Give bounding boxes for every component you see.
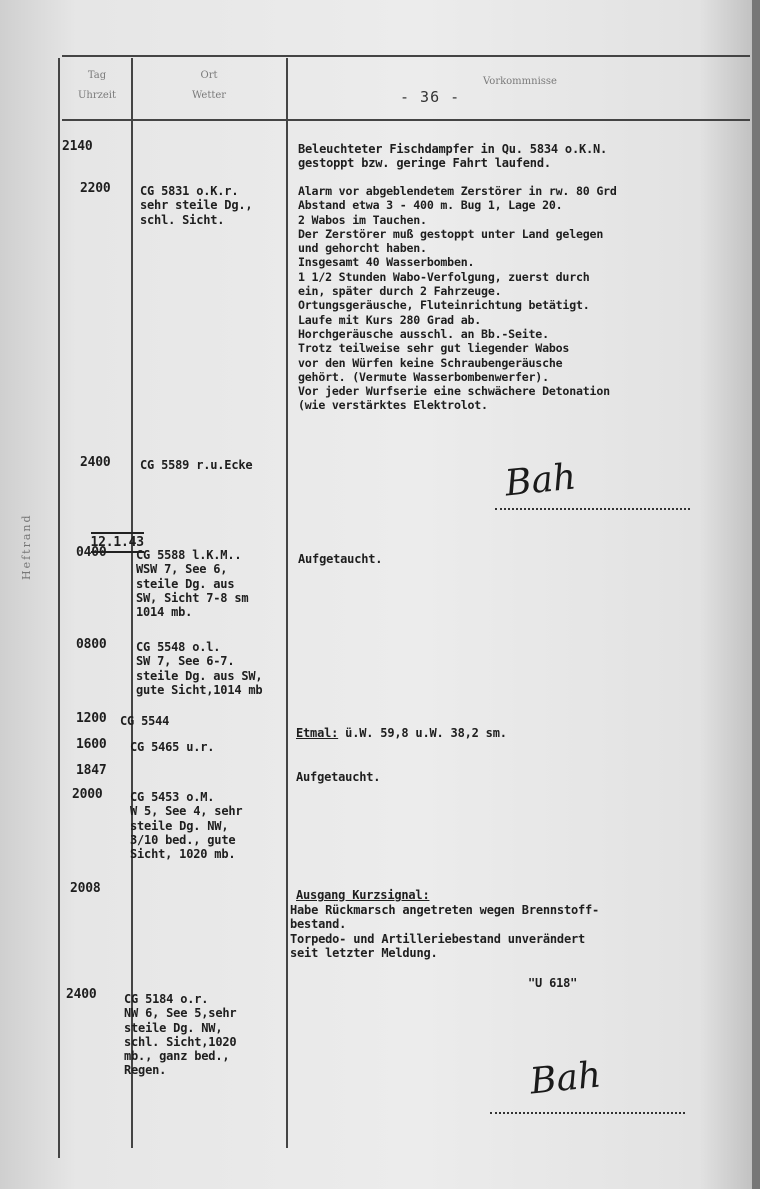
header-col-date: Tag Uhrzeit — [77, 70, 117, 101]
entry-place: CG 5544 — [120, 714, 170, 728]
header-col-events: Vorkommnisse — [483, 76, 557, 87]
entry-time: 0400 — [76, 545, 107, 560]
entry-time: 2200 — [80, 181, 111, 196]
left-border — [58, 58, 60, 1158]
entry-text: Aufgetaucht. — [296, 770, 381, 784]
entry-text: Beleuchteter Fischdampfer in Qu. 5834 o.K.N. gestoppt bzw. geringe Fahrt laufend. — [298, 142, 608, 171]
header-bottom-rule — [62, 119, 750, 121]
entry-place: CG 5184 o.r. NW 6, See 5,sehr steile Dg. NW, schl. Sicht,1020 mb., ganz bed., Regen. — [124, 992, 237, 1078]
entry-time: 1200 — [76, 711, 107, 726]
signature: Bah — [503, 456, 579, 505]
entry-time: 2400 — [80, 455, 111, 470]
signal-text: Habe Rückmarsch angetreten wegen Brennstoff- bestand. Torpedo- und Artilleriebestand unverändert seit letzter Meldung. — [290, 903, 600, 960]
signal-sender: "U 618" — [528, 976, 578, 990]
signature-line — [490, 1112, 685, 1114]
column-divider-2 — [286, 58, 288, 1148]
column-divider-1 — [131, 58, 133, 1148]
entry-text: Aufgetaucht. — [298, 552, 383, 566]
signal-heading: Ausgang Kurzsignal: — [296, 888, 430, 902]
page-number: - 36 - — [400, 88, 461, 106]
entry-place: CG 5465 u.r. — [130, 740, 215, 754]
signature-line — [495, 508, 690, 510]
header-top-rule — [62, 55, 750, 57]
page-edge — [752, 0, 760, 1189]
entry-place: CG 5831 o.K.r. sehr steile Dg., schl. Sicht. — [140, 184, 253, 227]
entry-text: Alarm vor abgeblendetem Zerstörer in rw. 80 Grd Abstand etwa 3 - 400 m. Bug 1, Lage 20. 2 Wabos im Tauchen. Der Zerstörer muß gestoppt unter Land gelegen und gehorcht haben. Insgesamt 40 Wasserbomben. 1 1/2 Stunden Wabo-Verfolgung, zuerst durch ein, später durch 2 Fahrzeuge. Ortungsgeräusche, Fluteinrichtung betätigt. Laufe mit Kurs 280 Grad ab. Horchgeräusche ausschl. an Bb.-Seite. Trotz teilweise sehr gut liegender Wabos vor den Würfen keine Schraubengeräusche gehört. (Vermute Wasserbombenwerfer). Vor jeder Wurfserie eine schwächere Detonation (wie verstärktes Elektrolot. — [298, 184, 617, 413]
entry-time: 1600 — [76, 737, 107, 752]
date-marker: 12.1.43 — [60, 522, 144, 565]
entry-time: 2140 — [62, 139, 93, 154]
entry-time: 1847 — [76, 763, 107, 778]
entry-place: CG 5453 o.M. W 5, See 4, sehr steile Dg. NW, 3/10 bed., gute Sicht, 1020 mb. — [130, 790, 243, 862]
entry-time: 2400 — [66, 987, 97, 1002]
entry-place: CG 5588 l.K.M.. WSW 7, See 6, steile Dg. aus SW, Sicht 7-8 sm 1014 mb. — [136, 548, 249, 620]
entry-place: CG 5589 r.u.Ecke — [140, 458, 253, 472]
entry-time: 2008 — [70, 881, 101, 896]
etmal-line: Etmal: ü.W. 59,8 u.W. 38,2 sm. — [296, 726, 507, 740]
header-col-place: Ort Wetter — [191, 70, 227, 101]
entry-time: 0800 — [76, 637, 107, 652]
entry-place: CG 5548 o.l. SW 7, See 6-7. steile Dg. aus SW, gute Sicht,1014 mb — [136, 640, 263, 697]
entry-time: 2000 — [72, 787, 103, 802]
margin-label: Heftrand — [20, 513, 33, 580]
signature: Bah — [528, 1054, 604, 1103]
